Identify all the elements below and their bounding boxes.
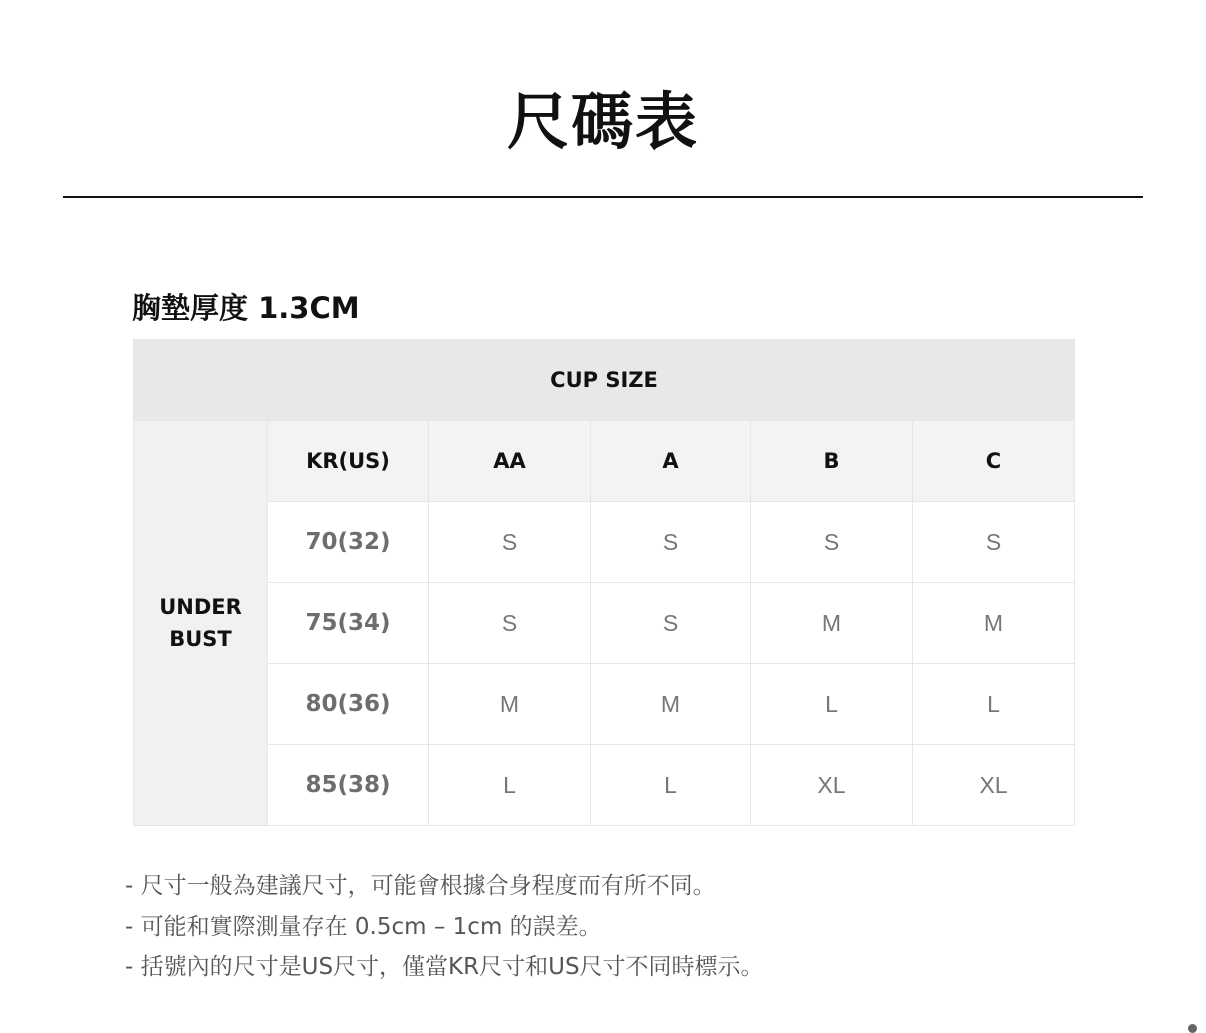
under-bust-label-line2: BUST <box>169 627 232 651</box>
column-header-b: B <box>751 421 913 502</box>
cup-size-header: CUP SIZE <box>134 340 1075 421</box>
size-value-cell: S <box>429 502 591 583</box>
size-value-cell: S <box>429 583 591 664</box>
size-notes <box>125 866 1125 988</box>
size-value-cell: XL <box>751 745 913 826</box>
note-item: - 尺寸一般為建議尺寸，可能會根據合身程度而有所不同。 <box>125 873 716 899</box>
column-header-aa: AA <box>429 421 591 502</box>
column-header-kr-us: KR(US) <box>268 421 429 502</box>
title-divider <box>63 196 1143 198</box>
page-title: 尺碼表 <box>506 85 699 158</box>
size-value-cell: S <box>591 583 751 664</box>
size-value-cell: L <box>591 745 751 826</box>
size-value-cell: XL <box>913 745 1075 826</box>
kr-size-cell: 85(38) <box>268 745 429 826</box>
under-bust-label-line1: UNDER <box>159 595 242 619</box>
size-value-cell: M <box>591 664 751 745</box>
size-value-cell: M <box>751 583 913 664</box>
size-value-cell: L <box>751 664 913 745</box>
note-item: - 括號內的尺寸是US尺寸，僅當KR尺寸和US尺寸不同時標示。 <box>125 954 764 980</box>
under-bust-label <box>134 421 268 826</box>
kr-size-cell: 80(36) <box>268 664 429 745</box>
section-heading: 胸墊厚度 1.3CM <box>132 291 360 325</box>
size-value-cell: L <box>429 745 591 826</box>
size-value-cell: S <box>913 502 1075 583</box>
size-chart-table <box>133 339 1075 826</box>
cup-size-header-row <box>134 340 1075 421</box>
column-header-a: A <box>591 421 751 502</box>
size-value-cell: L <box>913 664 1075 745</box>
column-header-c: C <box>913 421 1075 502</box>
size-value-cell: S <box>591 502 751 583</box>
kr-size-cell: 75(34) <box>268 583 429 664</box>
size-value-cell: S <box>751 502 913 583</box>
table-row <box>134 664 1075 745</box>
table-row <box>134 502 1075 583</box>
note-item: - 可能和實際測量存在 0.5cm – 1cm 的誤差。 <box>125 913 602 940</box>
table-row <box>134 745 1075 826</box>
size-value-cell: M <box>429 664 591 745</box>
table-row <box>134 583 1075 664</box>
column-header-row <box>134 421 1075 502</box>
size-value-cell: M <box>913 583 1075 664</box>
kr-size-cell: 70(32) <box>268 502 429 583</box>
